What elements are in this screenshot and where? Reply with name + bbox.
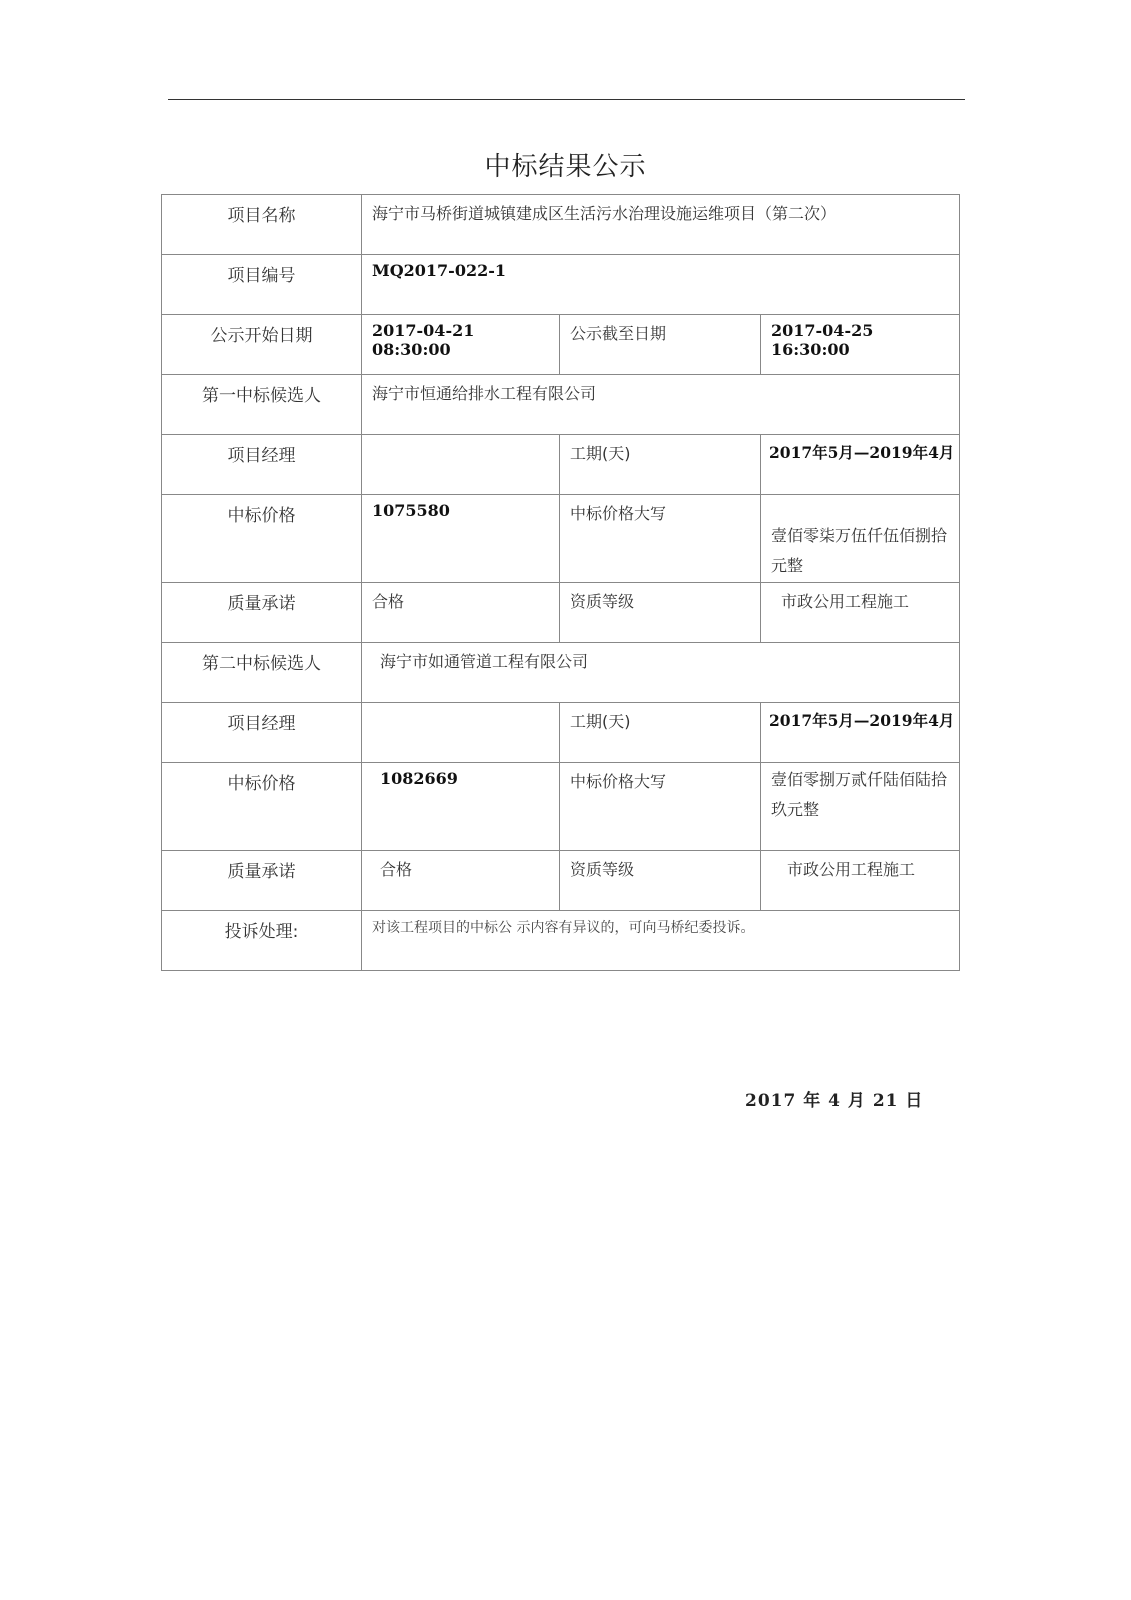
label-second-candidate: 第二中标候选人	[162, 643, 362, 703]
value-c2-qualification: 市政公用工程施工	[761, 851, 960, 911]
label-c2-manager: 项目经理	[162, 703, 362, 763]
row-notice-dates	[162, 315, 960, 375]
value-project-name: 海宁市马桥街道城镇建成区生活污水治理设施运维项目（第二次）	[362, 195, 960, 255]
row-c1-price	[162, 495, 960, 583]
label-c1-qualification: 资质等级	[560, 583, 761, 643]
label-c1-duration: 工期(天)	[560, 435, 761, 495]
row-c1-quality	[162, 583, 960, 643]
row-project-name	[162, 195, 960, 255]
label-c2-qualification: 资质等级	[560, 851, 761, 911]
value-second-candidate: 海宁市如通管道工程有限公司	[362, 643, 960, 703]
label-notice-start: 公示开始日期	[162, 315, 362, 375]
row-complaint	[162, 911, 960, 971]
label-c2-price-words: 中标价格大写	[560, 763, 761, 851]
label-notice-end: 公示截至日期	[560, 315, 761, 375]
value-c2-duration: 2017年5月—2019年4月	[761, 703, 960, 763]
label-complaint: 投诉处理:	[162, 911, 362, 971]
value-complaint: 对该工程项目的中标公 示内容有异议的，可向马桥纪委投诉。	[362, 911, 960, 971]
header-rule	[168, 99, 965, 100]
value-c2-manager	[362, 703, 560, 763]
signature-date: 2017 年 4 月 21 日	[745, 1091, 924, 1111]
label-c1-quality: 质量承诺	[162, 583, 362, 643]
label-c1-price: 中标价格	[162, 495, 362, 583]
value-notice-start: 2017-04-21 08:30:00	[362, 315, 560, 375]
value-c2-price-words: 壹佰零捌万贰仟陆佰陆拾玖元整	[761, 763, 960, 851]
value-c2-price: 1082669	[362, 763, 560, 851]
value-c1-quality: 合格	[362, 583, 560, 643]
value-c1-manager	[362, 435, 560, 495]
label-first-candidate: 第一中标候选人	[162, 375, 362, 435]
row-c2-manager	[162, 703, 960, 763]
value-c1-price-words: 壹佰零柒万伍仟伍佰捌拾元整	[761, 495, 960, 583]
row-c2-quality	[162, 851, 960, 911]
value-c1-duration: 2017年5月—2019年4月	[761, 435, 960, 495]
value-notice-end: 2017-04-25 16:30:00	[761, 315, 960, 375]
row-first-candidate	[162, 375, 960, 435]
value-first-candidate: 海宁市恒通给排水工程有限公司	[362, 375, 960, 435]
value-c1-price: 1075580	[362, 495, 560, 583]
row-c2-price	[162, 763, 960, 851]
label-c1-manager: 项目经理	[162, 435, 362, 495]
label-c2-duration: 工期(天)	[560, 703, 761, 763]
row-c1-manager	[162, 435, 960, 495]
document-title: 中标结果公示	[484, 152, 647, 182]
value-c2-quality: 合格	[362, 851, 560, 911]
value-project-code: MQ2017-022-1	[362, 255, 960, 315]
value-c1-qualification: 市政公用工程施工	[761, 583, 960, 643]
label-c2-quality: 质量承诺	[162, 851, 362, 911]
label-project-code: 项目编号	[162, 255, 362, 315]
label-c2-price: 中标价格	[162, 763, 362, 851]
award-result-table	[161, 194, 960, 971]
label-project-name: 项目名称	[162, 195, 362, 255]
row-project-code	[162, 255, 960, 315]
row-second-candidate	[162, 643, 960, 703]
label-c1-price-words: 中标价格大写	[560, 495, 761, 583]
